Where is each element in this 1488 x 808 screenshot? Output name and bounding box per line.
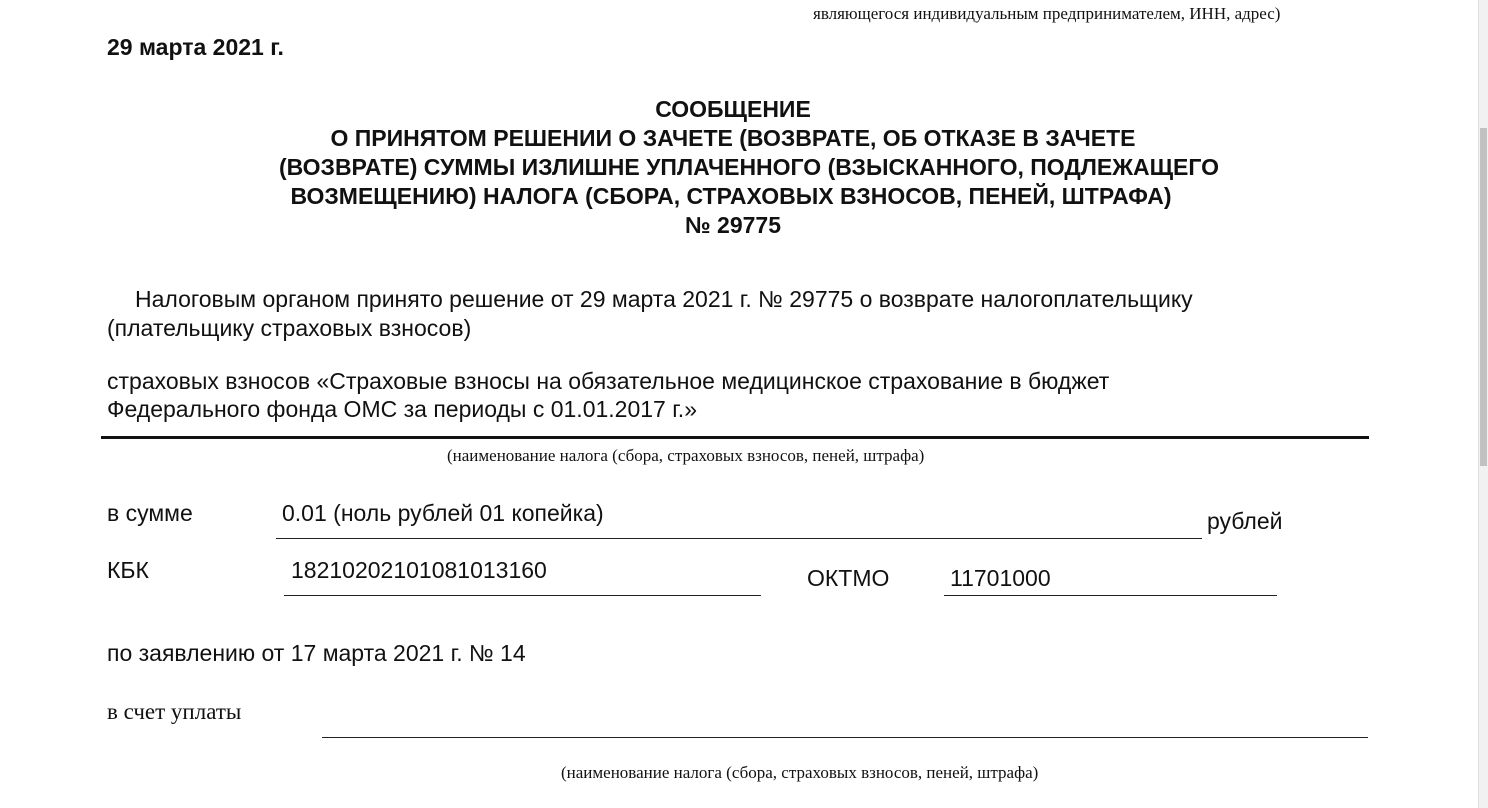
- payment-underline: [322, 737, 1368, 738]
- title-line-4: ВОЗМЕЩЕНИЮ) НАЛОГА (СБОРА, СТРАХОВЫХ ВЗНОСОВ, ПЕНЕЙ, ШТРАФА): [290, 183, 1172, 209]
- sum-underline: [276, 538, 1202, 539]
- sum-label: в сумме: [107, 500, 193, 526]
- tax-name-hint: (наименование налога (сбора, страховых взносов, пеней, штрафа): [447, 446, 925, 465]
- title-line-2: О ПРИНЯТОМ РЕШЕНИИ О ЗАЧЕТЕ (ВОЗВРАТЕ, ОБ ОТКАЗЕ В ЗАЧЕТЕ: [330, 125, 1136, 151]
- decision-line-1: Налоговым органом принято решение от 29 марта 2021 г. № 29775 о возврате налогоплательщику: [135, 286, 1193, 312]
- tax-name-line-2: Федерального фонда ОМС за периоды с 01.01.2017 г.»: [107, 396, 697, 422]
- oktmo-value: 11701000: [950, 565, 1051, 591]
- kbk-value: 18210202101081013160: [291, 557, 547, 583]
- vertical-scrollbar[interactable]: [1478, 0, 1488, 808]
- kbk-underline: [284, 595, 761, 596]
- payment-label: в счет уплаты: [107, 699, 242, 724]
- oktmo-label: ОКТМО: [807, 565, 890, 591]
- application-line: по заявлению от 17 марта 2021 г. № 14: [107, 640, 526, 666]
- sum-unit: рублей: [1207, 508, 1283, 534]
- title-line-3: (ВОЗВРАТЕ) СУММЫ ИЗЛИШНЕ УПЛАЧЕННОГО (ВЗЫСКАННОГО, ПОДЛЕЖАЩЕГО: [278, 154, 1220, 180]
- document-number: № 29775: [685, 212, 781, 238]
- oktmo-underline: [944, 595, 1277, 596]
- document-title: [0, 95, 1466, 240]
- tax-name-underline: [101, 436, 1369, 439]
- kbk-label: КБК: [107, 557, 149, 583]
- sum-value: 0.01 (ноль рублей 01 копейка): [282, 500, 604, 526]
- decision-line-2: (плательщику страховых взносов): [107, 315, 472, 341]
- payment-hint: (наименование налога (сбора, страховых взносов, пеней, штрафа): [561, 763, 1039, 782]
- scrollbar-thumb[interactable]: [1480, 128, 1487, 466]
- title-line-1: СООБЩЕНИЕ: [655, 96, 811, 122]
- tax-name-line-1: страховых взносов «Страховые взносы на обязательное медицинское страхование в бюджет: [107, 368, 1110, 394]
- taxpayer-hint: являющегося индивидуальным предпринимателем, ИНН, адрес): [813, 4, 1281, 23]
- document-date: 29 марта 2021 г.: [107, 34, 284, 60]
